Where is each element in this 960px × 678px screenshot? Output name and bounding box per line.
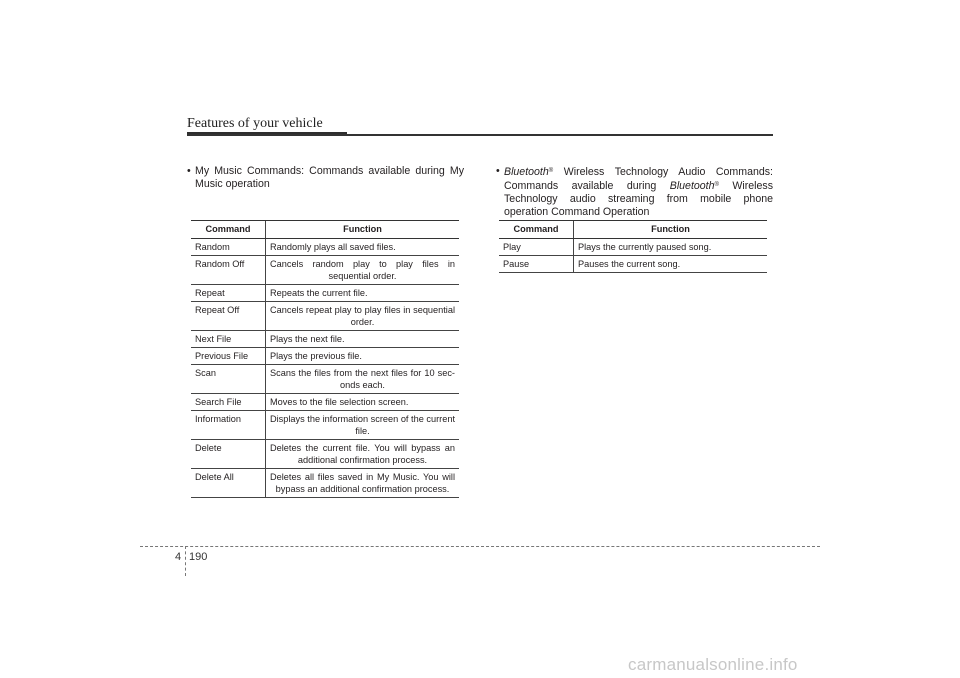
command-cell: Search File (191, 394, 266, 411)
function-cell: Cancels random play to play files in sequential order. (266, 256, 460, 285)
table-row (191, 331, 459, 348)
column-header-command: Command (499, 221, 574, 239)
table-row (191, 285, 459, 302)
page-number: 190 (189, 551, 208, 563)
function-cell: Scans the files from the next files for 10 sec- onds each. (266, 365, 460, 394)
command-cell: Scan (191, 365, 266, 394)
footer-vertical-dashed-rule (185, 546, 186, 576)
function-cell: Moves to the file selection screen. (266, 394, 460, 411)
column-header-function: Function (266, 221, 460, 239)
bluetooth-intro-text (496, 165, 773, 219)
command-cell: Random Off (191, 256, 266, 285)
bluetooth-brand: Bluetooth (504, 166, 549, 178)
table-row (191, 411, 459, 440)
column-header-command: Command (191, 221, 266, 239)
command-cell: Next File (191, 331, 266, 348)
bluetooth-intro (496, 165, 773, 219)
table-row (499, 239, 767, 256)
function-cell: Displays the information screen of the current file. (266, 411, 460, 440)
function-cell: Repeats the current file. (266, 285, 460, 302)
my-music-command-table (191, 220, 459, 498)
table-row (191, 302, 459, 331)
my-music-intro-text: My Music Commands: Commands available during My Music operation (195, 165, 464, 190)
bluetooth-brand: Bluetooth (669, 180, 715, 192)
command-cell: Repeat Off (191, 302, 266, 331)
table-row (499, 256, 767, 273)
my-music-intro (187, 165, 464, 191)
header-rule (187, 134, 773, 136)
table-row (191, 256, 459, 285)
page-header-title: Features of your vehicle (187, 116, 323, 131)
function-cell: Plays the previous file. (266, 348, 460, 365)
registered-mark: ® (714, 182, 719, 188)
command-cell: Delete All (191, 469, 266, 498)
command-cell: Random (191, 239, 266, 256)
table-header-row (499, 221, 767, 239)
function-cell: Cancels repeat play to play files in sequential order. (266, 302, 460, 331)
footer-dashed-rule (140, 546, 820, 547)
column-header-function: Function (574, 221, 768, 239)
command-cell: Previous File (191, 348, 266, 365)
table-row (191, 440, 459, 469)
command-cell: Information (191, 411, 266, 440)
table-row (191, 239, 459, 256)
bullet-icon: • (496, 165, 500, 177)
bluetooth-command-table (499, 220, 767, 273)
command-cell: Pause (499, 256, 574, 273)
function-cell: Pauses the current song. (574, 256, 768, 273)
table-header-row (191, 221, 459, 239)
bullet-icon: • (187, 165, 191, 177)
bluetooth-intro-part-b: Wireless Technology audio streaming from mobile phone operation Command Operation (504, 180, 773, 218)
table-row (191, 394, 459, 411)
command-cell: Play (499, 239, 574, 256)
chapter-number: 4 (175, 551, 182, 563)
function-cell: Deletes the current file. You will bypass an additional confirmation process. (266, 440, 460, 469)
table-row (191, 365, 459, 394)
watermark: carmanualsonline.info (628, 655, 798, 674)
table-row (191, 348, 459, 365)
table-row (191, 469, 459, 498)
function-cell: Plays the next file. (266, 331, 460, 348)
function-cell: Plays the currently paused song. (574, 239, 768, 256)
registered-mark: ® (548, 168, 554, 174)
bluetooth-intro-part-a: Wireless Technology Audio Commands: Commands available during (504, 166, 773, 192)
function-cell: Randomly plays all saved files. (266, 239, 460, 256)
command-cell: Repeat (191, 285, 266, 302)
command-cell: Delete (191, 440, 266, 469)
function-cell: Deletes all files saved in My Music. You will bypass an additional confirmation process. (266, 469, 460, 498)
